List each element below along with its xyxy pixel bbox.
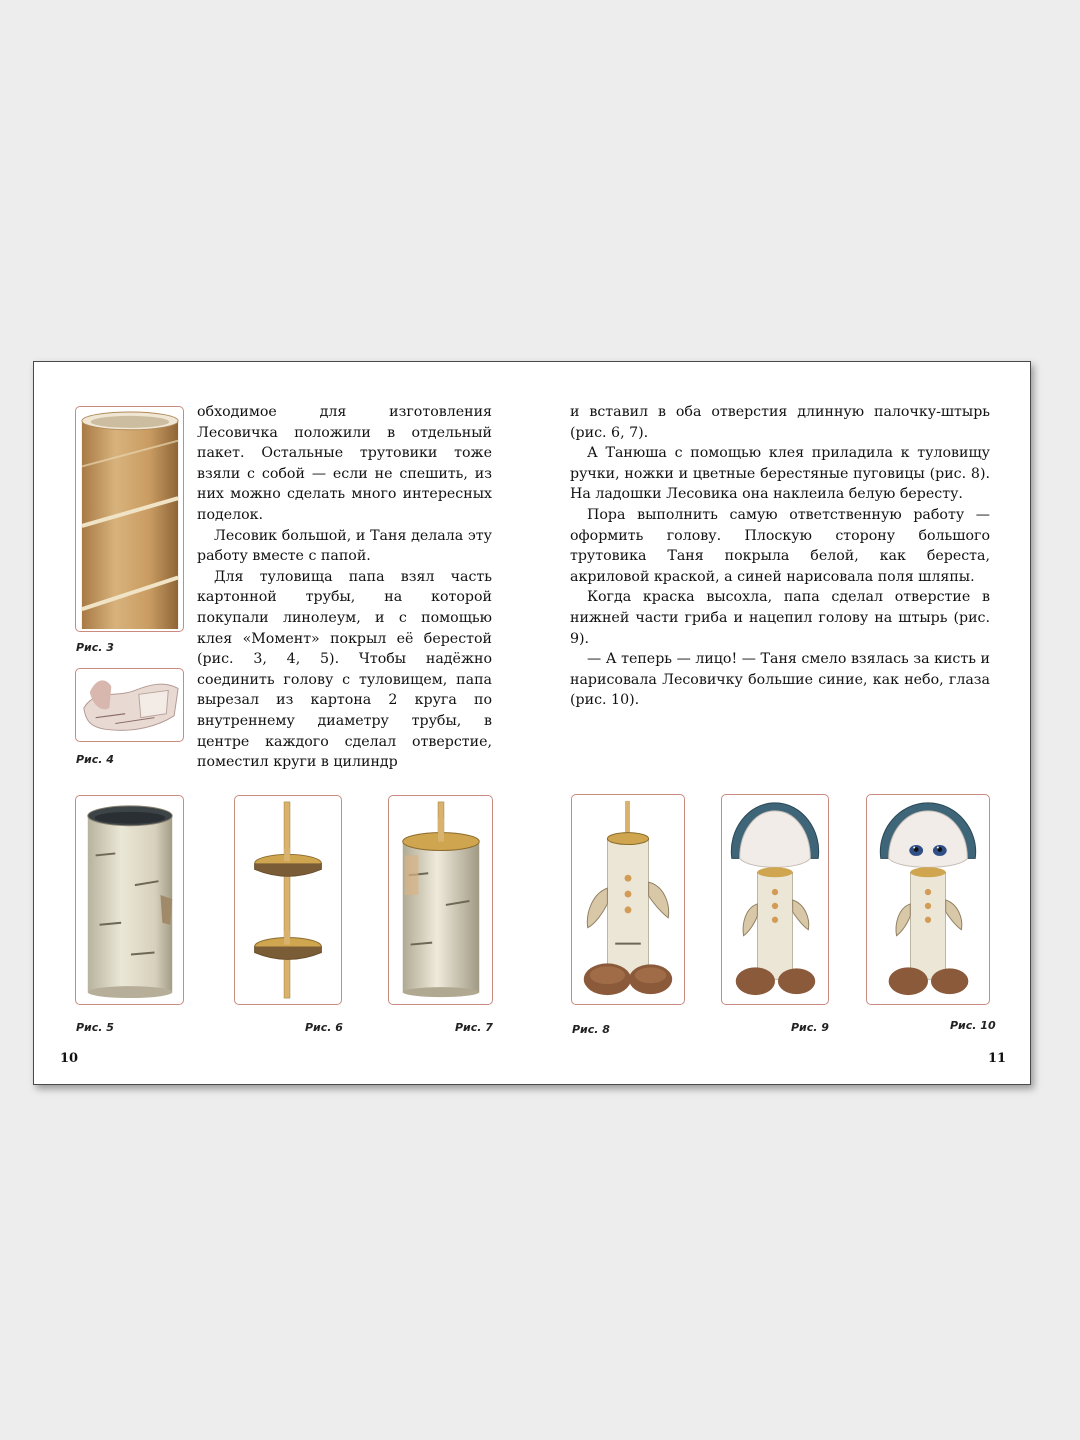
figure-with-face-image (867, 795, 989, 1004)
left-paragraph-2: Лесовик большой, и Таня делала эту работу вместе с папой. (197, 527, 492, 565)
right-paragraph-1: и вставил в оба отверстия длинную палочку-штырь (рис. 6, 7). (570, 404, 990, 441)
figure-6-discs-on-stick (234, 795, 342, 1005)
caption-fig-6: Рис. 6 (305, 1021, 343, 1034)
caption-fig-5: Рис. 5 (76, 1021, 114, 1034)
right-paragraph-5: — А теперь — лицо! — Таня смело взялась за кисть и нарисовала Лесовичку большие синие, как небо, глаза (рис. 10). (570, 651, 990, 709)
book-spread (33, 361, 1031, 1085)
right-page-text (570, 402, 990, 711)
left-page-number: 10 (60, 1051, 79, 1066)
birch-tube-image (76, 796, 183, 1004)
right-paragraph-2: А Танюша с помощью клея приладила к туловищу ручки, ножки и цветные берестяные пуговицы (рис. 8). На ладошки Лесовика она наклеила белую бересту. (570, 445, 990, 503)
caption-fig-9: Рис. 9 (791, 1021, 829, 1034)
birch-bark-image (76, 669, 183, 741)
figure-7-tube-with-stick (388, 795, 493, 1005)
left-paragraph-1: обходимое для изготовления Лесовичка положили в отдельный пакет. Остальные трутовики тоже взяли с собой — если не спешить, из них можно сделать много интересных поделок. (197, 404, 492, 523)
left-paragraph-3: Для туловища папа взял часть картонной трубы, на которой покупали линолеум, и с помощью клея «Момент» покрыл её берестой (рис. 3, 4, 5). Чтобы надёжно соединить голову с туловищем, папа вырезал из картона 2 круга по внутреннему диаметру трубы, в центре каждого сделал отверстие, поместил круги в цилиндр (197, 568, 492, 771)
figure-9-with-head (721, 794, 829, 1005)
left-page-text (197, 402, 492, 773)
caption-fig-10: Рис. 10 (950, 1019, 996, 1032)
caption-fig-3: Рис. 3 (76, 641, 114, 654)
figure-3-cardboard-tube (75, 406, 184, 632)
figure-8-body-with-limbs (571, 794, 685, 1005)
cardboard-tube-image (76, 407, 183, 631)
discs-on-stick-image (235, 796, 341, 1004)
figure-5-birch-tube (75, 795, 184, 1005)
tube-with-stick-image (389, 796, 492, 1004)
right-paragraph-3: Пора выполнить самую ответственную работу — оформить голову. Плоскую сторону большого трутовика Таня покрыла белой, как береста, акриловой краской, а синей нарисовала поля шляпы. (570, 506, 990, 585)
figure-4-birch-bark (75, 668, 184, 742)
caption-fig-8: Рис. 8 (572, 1023, 610, 1036)
right-paragraph-4: Когда краска высохла, папа сделал отверстие в нижней части гриба и нацепил голову на штырь (рис. 9). (570, 589, 990, 647)
caption-fig-7: Рис. 7 (455, 1021, 493, 1034)
figure-with-head-image (722, 795, 828, 1004)
body-with-limbs-image (572, 795, 684, 1004)
caption-fig-4: Рис. 4 (76, 753, 114, 766)
figure-10-with-face (866, 794, 990, 1005)
right-page-number: 11 (988, 1051, 1007, 1066)
